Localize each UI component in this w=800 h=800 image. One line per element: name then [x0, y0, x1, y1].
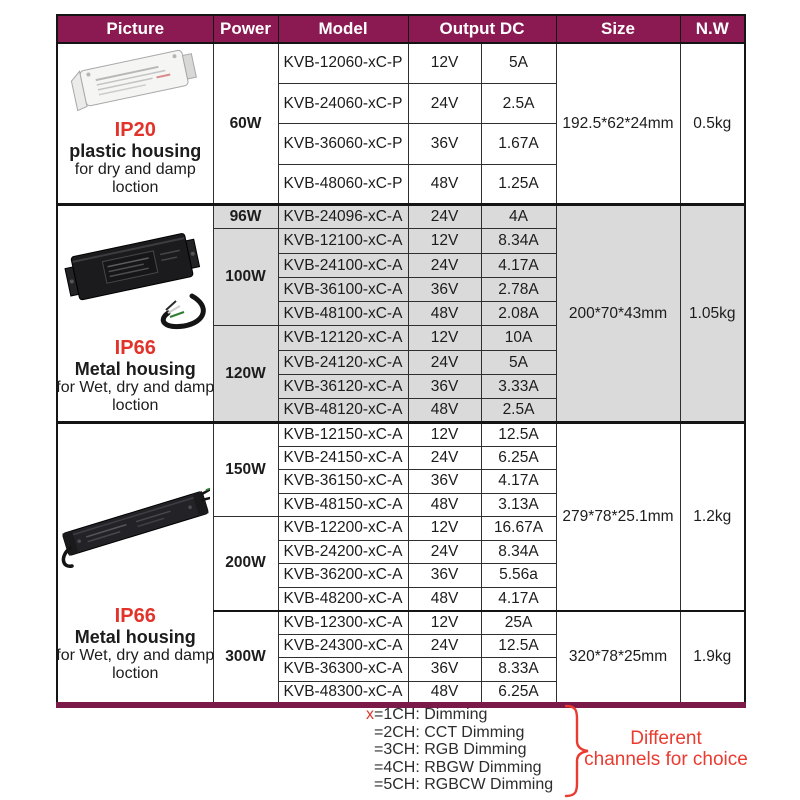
- model-cell: KVB-24100-xC-A: [278, 254, 408, 278]
- current-cell: 8.33A: [481, 658, 556, 682]
- current-cell: 5A: [481, 43, 556, 83]
- voltage-cell: 36V: [408, 564, 481, 588]
- voltage-cell: 36V: [408, 470, 481, 494]
- model-cell: KVB-24060-xC-P: [278, 83, 408, 123]
- legend-line-1-text: =1CH: Dimming: [374, 706, 488, 723]
- current-cell: 12.5A: [481, 634, 556, 658]
- housing-desc-line1: for Wet, dry and damp: [56, 379, 215, 396]
- current-cell: 12.5A: [481, 423, 556, 447]
- nw-cell: 1.2kg: [680, 423, 745, 611]
- model-cell: KVB-24096-xC-A: [278, 205, 408, 229]
- current-cell: 8.34A: [481, 540, 556, 564]
- header-nw: N.W: [680, 15, 745, 43]
- voltage-cell: 24V: [408, 634, 481, 658]
- power-cell: 120W: [213, 326, 278, 423]
- model-cell: KVB-48200-xC-A: [278, 587, 408, 611]
- ip-rating: IP66: [114, 337, 156, 359]
- voltage-cell: 24V: [408, 205, 481, 229]
- picture-cell-plastic: [57, 43, 213, 205]
- voltage-cell: 48V: [408, 493, 481, 517]
- voltage-cell: 24V: [408, 446, 481, 470]
- slim-metal-driver-image: [60, 438, 210, 604]
- model-cell: KVB-48100-xC-A: [278, 302, 408, 326]
- voltage-cell: 48V: [408, 399, 481, 423]
- picture-cell-metal: [57, 205, 213, 423]
- model-cell: KVB-12060-xC-P: [278, 43, 408, 83]
- voltage-cell: 48V: [408, 681, 481, 705]
- current-cell: 4.17A: [481, 587, 556, 611]
- nw-cell: 1.05kg: [680, 205, 745, 423]
- current-cell: 8.34A: [481, 229, 556, 254]
- current-cell: 16.67A: [481, 517, 556, 541]
- channel-legend: [366, 706, 553, 794]
- model-cell: KVB-48300-xC-A: [278, 681, 408, 705]
- current-cell: 25A: [481, 611, 556, 635]
- current-cell: 3.13A: [481, 493, 556, 517]
- model-cell: KVB-36150-xC-A: [278, 470, 408, 494]
- channels-note-line1: Different: [630, 728, 702, 749]
- size-cell: 200*70*43mm: [556, 205, 680, 423]
- current-cell: 1.67A: [481, 124, 556, 164]
- voltage-cell: 48V: [408, 587, 481, 611]
- current-cell: 2.5A: [481, 83, 556, 123]
- model-cell: KVB-36300-xC-A: [278, 658, 408, 682]
- voltage-cell: 48V: [408, 164, 481, 204]
- power-cell: 100W: [213, 229, 278, 326]
- housing-type: Metal housing: [74, 359, 196, 379]
- housing-desc-line2: loction: [112, 397, 159, 414]
- housing-type: Metal housing: [74, 627, 196, 648]
- model-cell: KVB-12120-xC-A: [278, 326, 408, 351]
- housing-desc-line1: for Wet, dry and damp: [56, 647, 215, 665]
- picture-cell-slim-metal: [57, 423, 213, 705]
- voltage-cell: 48V: [408, 302, 481, 326]
- ip-rating: IP66: [114, 605, 156, 628]
- voltage-cell: 36V: [408, 658, 481, 682]
- model-cell: KVB-36060-xC-P: [278, 124, 408, 164]
- model-cell: KVB-12150-xC-A: [278, 423, 408, 447]
- size-cell: 279*78*25.1mm: [556, 423, 680, 611]
- current-cell: 2.08A: [481, 302, 556, 326]
- legend-line-4: =4CH: RBGW Dimming: [374, 758, 542, 776]
- model-cell: KVB-36120-xC-A: [278, 375, 408, 399]
- voltage-cell: 24V: [408, 540, 481, 564]
- voltage-cell: 12V: [408, 611, 481, 635]
- channels-note: [575, 728, 757, 770]
- header-picture: Picture: [57, 15, 213, 43]
- ip-rating: IP20: [114, 119, 156, 141]
- table-row: [57, 43, 745, 83]
- header-size: Size: [556, 15, 680, 43]
- current-cell: 3.33A: [481, 375, 556, 399]
- power-cell: 300W: [213, 611, 278, 705]
- size-cell: 320*78*25mm: [556, 611, 680, 705]
- model-cell: KVB-36200-xC-A: [278, 564, 408, 588]
- housing-desc-line2: loction: [112, 665, 159, 683]
- voltage-cell: 12V: [408, 423, 481, 447]
- model-cell: KVB-48150-xC-A: [278, 493, 408, 517]
- legend-x: x: [366, 706, 374, 723]
- nw-cell: 1.9kg: [680, 611, 745, 705]
- power-cell: 96W: [213, 205, 278, 229]
- model-cell: KVB-24300-xC-A: [278, 634, 408, 658]
- current-cell: 2.78A: [481, 278, 556, 302]
- table-row: [57, 423, 745, 447]
- current-cell: 2.5A: [481, 399, 556, 423]
- housing-desc-line1: for dry and damp: [74, 161, 196, 178]
- model-cell: KVB-12300-xC-A: [278, 611, 408, 635]
- voltage-cell: 36V: [408, 278, 481, 302]
- current-cell: 5A: [481, 351, 556, 375]
- voltage-cell: 12V: [408, 229, 481, 254]
- channels-note-line2: channels for choice: [584, 749, 748, 770]
- current-cell: 1.25A: [481, 164, 556, 204]
- model-cell: KVB-12100-xC-A: [278, 229, 408, 254]
- current-cell: 4.17A: [481, 470, 556, 494]
- nw-cell: 0.5kg: [680, 43, 745, 205]
- table-row: [57, 205, 745, 229]
- voltage-cell: 12V: [408, 43, 481, 83]
- voltage-cell: 24V: [408, 254, 481, 278]
- legend-line-5: =5CH: RGBCW Dimming: [374, 776, 554, 793]
- metal-driver-image: [60, 208, 210, 336]
- housing-type: plastic housing: [69, 141, 202, 161]
- current-cell: 6.25A: [481, 681, 556, 705]
- voltage-cell: 24V: [408, 83, 481, 123]
- plastic-driver-image: [61, 46, 209, 118]
- voltage-cell: 12V: [408, 517, 481, 541]
- model-cell: KVB-24120-xC-A: [278, 351, 408, 375]
- current-cell: 6.25A: [481, 446, 556, 470]
- header-output-dc: Output DC: [408, 15, 556, 43]
- model-cell: KVB-48120-xC-A: [278, 399, 408, 423]
- housing-desc-line2: loction: [112, 179, 159, 196]
- model-cell: KVB-12200-xC-A: [278, 517, 408, 541]
- current-cell: 4.17A: [481, 254, 556, 278]
- voltage-cell: 36V: [408, 375, 481, 399]
- power-cell: 200W: [213, 517, 278, 611]
- voltage-cell: 12V: [408, 326, 481, 351]
- model-cell: KVB-24200-xC-A: [278, 540, 408, 564]
- model-cell: KVB-24150-xC-A: [278, 446, 408, 470]
- legend-line-2: =2CH: CCT Dimming: [374, 723, 525, 741]
- header-model: Model: [278, 15, 408, 43]
- legend-line-3: =3CH: RGB Dimming: [374, 741, 527, 758]
- product-spec-table: [56, 14, 746, 708]
- size-cell: 192.5*62*24mm: [556, 43, 680, 205]
- legend-line-1: [366, 706, 553, 724]
- voltage-cell: 24V: [408, 351, 481, 375]
- power-cell: 150W: [213, 423, 278, 517]
- power-cell: 60W: [213, 43, 278, 205]
- current-cell: 4A: [481, 205, 556, 229]
- model-cell: KVB-36100-xC-A: [278, 278, 408, 302]
- header-row: [57, 15, 745, 43]
- current-cell: 5.56a: [481, 564, 556, 588]
- model-cell: KVB-48060-xC-P: [278, 164, 408, 204]
- header-power: Power: [213, 15, 278, 43]
- current-cell: 10A: [481, 326, 556, 351]
- voltage-cell: 36V: [408, 124, 481, 164]
